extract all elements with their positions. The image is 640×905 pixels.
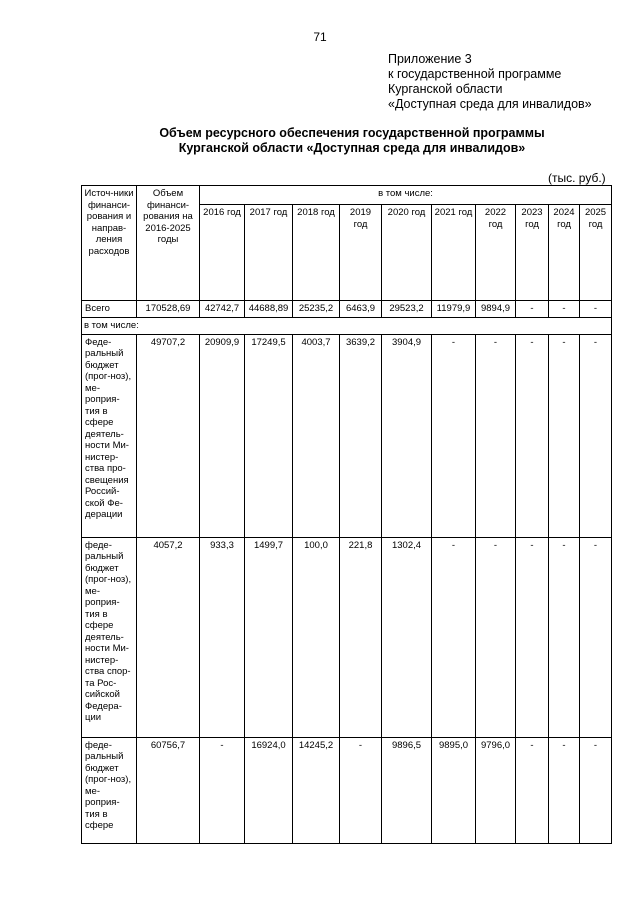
row-value: 1302,4 — [382, 537, 432, 737]
year-header: 2018 год — [293, 205, 340, 301]
row-value: 9796,0 — [476, 737, 516, 843]
title-line: Объем ресурсного обеспечения государственной программы — [159, 126, 545, 140]
row-total: 49707,2 — [137, 334, 200, 537]
row-value: 9894,9 — [476, 301, 516, 318]
row-value: - — [476, 334, 516, 537]
row-value: - — [580, 537, 612, 737]
row-value: - — [340, 737, 382, 843]
row-value: 221,8 — [340, 537, 382, 737]
row-value: 25235,2 — [293, 301, 340, 318]
row-value: 44688,89 — [245, 301, 293, 318]
row-value: 6463,9 — [340, 301, 382, 318]
row-value: - — [580, 301, 612, 318]
row-value: - — [432, 537, 476, 737]
appendix-line: «Доступная среда для инвалидов» — [388, 97, 592, 111]
row-value: - — [549, 537, 580, 737]
row-value: 14245,2 — [293, 737, 340, 843]
row-value: - — [549, 334, 580, 537]
units-label: (тыс. руб.) — [548, 171, 606, 185]
row-value: - — [549, 301, 580, 318]
table-row — [82, 737, 612, 843]
appendix-line: Приложение 3 — [388, 52, 472, 66]
year-header: 2021 год — [432, 205, 476, 301]
row-value: 20909,9 — [200, 334, 245, 537]
year-header: 2023 год — [516, 205, 549, 301]
row-total: 4057,2 — [137, 537, 200, 737]
row-value: 933,3 — [200, 537, 245, 737]
row-value: - — [476, 537, 516, 737]
page-number: 71 — [313, 30, 327, 44]
row-label: Феде-ральный бюджет (прог-ноз), ме-роприя-тия в сфере деятель-ности Ми-нистер-ства про-свещения Россий-ской Фе-дерации — [82, 334, 137, 537]
header-total: Объем финанси-рования на 2016-2025 годы — [137, 186, 200, 301]
year-header: 2025 год — [580, 205, 612, 301]
row-value: 11979,9 — [432, 301, 476, 318]
row-label: феде-ральный бюджет (прог-ноз), ме-роприя-тия в сфере — [82, 737, 137, 843]
appendix-note — [388, 52, 592, 112]
document-title — [0, 126, 640, 156]
row-value: 3904,9 — [382, 334, 432, 537]
row-value: 17249,5 — [245, 334, 293, 537]
row-value: 4003,7 — [293, 334, 340, 537]
row-label: Всего — [82, 301, 137, 318]
appendix-line: к государственной программе — [388, 67, 562, 81]
row-total: 170528,69 — [137, 301, 200, 318]
title-line: Курганской области «Доступная среда для инвалидов» — [178, 141, 526, 155]
row-value: - — [200, 737, 245, 843]
row-value: - — [549, 737, 580, 843]
row-value: - — [516, 737, 549, 843]
row-value: - — [432, 334, 476, 537]
row-value: 29523,2 — [382, 301, 432, 318]
row-value: - — [516, 537, 549, 737]
row-value: 9895,0 — [432, 737, 476, 843]
row-value: 16924,0 — [245, 737, 293, 843]
subheader-row: в том числе: — [82, 318, 612, 335]
year-header: 2024 год — [549, 205, 580, 301]
row-value: - — [580, 334, 612, 537]
row-value: 100,0 — [293, 537, 340, 737]
row-value: 1499,7 — [245, 537, 293, 737]
row-label: феде-ральный бюджет (прог-ноз), ме-роприя-тия в сфере деятель-ности Ми-нистер-ства спор-та Рос-сийской Федера-ции — [82, 537, 137, 737]
year-header: 2020 год — [382, 205, 432, 301]
table-row — [82, 301, 612, 318]
header-source: Источ-ники финанси-рования и направ-ления расходов — [82, 186, 137, 301]
year-header: 2019 год — [340, 205, 382, 301]
year-header: 2022 год — [476, 205, 516, 301]
row-value: 42742,7 — [200, 301, 245, 318]
row-value: - — [516, 301, 549, 318]
row-value: - — [516, 334, 549, 537]
row-total: 60756,7 — [137, 737, 200, 843]
year-header: 2016 год — [200, 205, 245, 301]
funding-table — [81, 185, 612, 844]
row-value: 9896,5 — [382, 737, 432, 843]
table-row — [82, 537, 612, 737]
row-value: 3639,2 — [340, 334, 382, 537]
header-including: в том числе: — [200, 186, 612, 205]
year-header: 2017 год — [245, 205, 293, 301]
row-value: - — [580, 737, 612, 843]
appendix-line: Курганской области — [388, 82, 503, 96]
table-row — [82, 334, 612, 537]
